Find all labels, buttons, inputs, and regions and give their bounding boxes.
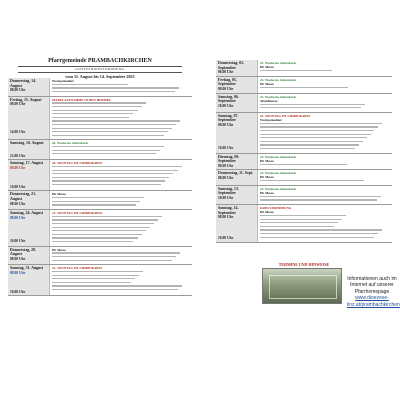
entry-body bbox=[258, 205, 392, 242]
entry-time-2: 10.00 Uhr bbox=[218, 146, 234, 151]
entry-time-2: 10.00 Uhr bbox=[218, 236, 234, 241]
left-column bbox=[8, 78, 192, 296]
entry-heading: 23. Woche im Jahreskreis bbox=[260, 154, 296, 159]
homepage-link[interactable]: www.dioezese- bbox=[355, 295, 389, 302]
entry-body bbox=[50, 265, 192, 295]
entry-date: Donnerstag, 02. September bbox=[218, 61, 245, 70]
entry-time: 08.00 Uhr bbox=[218, 175, 234, 180]
schedule-entry bbox=[216, 113, 392, 154]
schedule-entry bbox=[8, 97, 192, 141]
entry-date-cell bbox=[216, 205, 258, 242]
entry-body bbox=[50, 160, 192, 190]
entry-time: 18.00 Uhr bbox=[218, 103, 234, 108]
entry-time-2: 14.00 Uhr bbox=[10, 129, 26, 134]
schedule-date-range: vom 11. August bis 14. September 2025 bbox=[65, 74, 135, 79]
entry-date-cell bbox=[216, 77, 258, 93]
entry-body bbox=[258, 186, 392, 204]
homepage-link-2[interactable]: linz.at/prambachkirchen bbox=[347, 301, 400, 308]
parish-title: Pfarrgemeinde PRAMBACHKIRCHEN bbox=[48, 58, 152, 64]
entry-date: Dienstag, 09. September bbox=[218, 154, 240, 164]
entry-body bbox=[258, 170, 392, 185]
schedule-entry bbox=[8, 78, 192, 97]
entry-subheading: Hl. Messe bbox=[260, 81, 274, 86]
entry-date-cell bbox=[216, 60, 258, 76]
entry-body bbox=[50, 78, 192, 96]
entry-date-cell bbox=[216, 94, 258, 112]
entry-time: 08.00 Uhr bbox=[10, 165, 26, 170]
entry-heading: 23. Woche im Jahreskreis bbox=[260, 186, 296, 191]
entry-date-cell bbox=[216, 113, 258, 153]
entry-heading: 23. SONNTAG IM JAHRESKREIS bbox=[260, 113, 311, 118]
entry-time-2: 13.00 Uhr bbox=[10, 153, 26, 158]
entry-heading: 22. Woche im Jahreskreis bbox=[260, 77, 296, 82]
entry-heading: 22. Woche im Jahreskreis bbox=[260, 61, 296, 65]
entry-time: 08.00 Uhr bbox=[10, 256, 26, 261]
entry-date: Donnerstag, 21. August bbox=[10, 192, 37, 202]
entry-time: 08.00 Uhr bbox=[10, 201, 26, 206]
entry-time: 08.00 Uhr bbox=[218, 122, 234, 127]
entry-date-cell bbox=[8, 140, 50, 159]
schedule-entry bbox=[8, 160, 192, 191]
entry-subheading: Hl. Messe bbox=[260, 175, 274, 180]
entry-date: Donnerstag, 28. August bbox=[10, 247, 37, 257]
schedule-entry bbox=[216, 186, 392, 205]
entry-date: Freitag, 15. August bbox=[10, 97, 42, 102]
entry-date-cell bbox=[216, 170, 258, 185]
entry-time: 08.00 Uhr bbox=[218, 86, 234, 91]
entry-date-cell bbox=[8, 247, 50, 265]
schedule-entry bbox=[216, 94, 392, 113]
entry-date-cell bbox=[8, 191, 50, 209]
entry-date-cell bbox=[8, 160, 50, 190]
entry-heading: 22. Woche im Jahreskreis bbox=[260, 94, 296, 99]
entry-date: Sonntag, 17. August bbox=[10, 161, 44, 166]
entry-time-2: 10.00 Uhr bbox=[10, 238, 26, 243]
entry-date-cell bbox=[216, 154, 258, 170]
entry-date: Samstag, 13. September bbox=[218, 186, 239, 196]
entry-date-cell bbox=[8, 97, 50, 140]
schedule-entry bbox=[216, 77, 392, 94]
entry-heading: Hl. Messe bbox=[52, 192, 66, 197]
entry-date: Donnerstag, 11. Sept. bbox=[218, 171, 254, 176]
entry-heading: 20. Woche im Jahreskreis bbox=[52, 141, 88, 146]
entry-subheading: Hl. Messe bbox=[260, 65, 274, 70]
entry-time: 08.00 Uhr bbox=[10, 215, 26, 220]
schedule-entry bbox=[216, 154, 392, 171]
entry-time: 08.00 Uhr bbox=[10, 88, 26, 93]
entry-time: 08.00 Uhr bbox=[10, 270, 26, 275]
entry-body bbox=[258, 60, 392, 76]
entry-subheading: Wortgottesfeier bbox=[260, 117, 282, 122]
entry-body bbox=[50, 191, 192, 209]
entry-date-cell bbox=[8, 210, 50, 246]
entry-subheading: Hl. Messe bbox=[260, 191, 274, 196]
entry-time: 08.00 Uhr bbox=[218, 215, 234, 220]
entry-body bbox=[258, 94, 392, 112]
entry-date: Sonntag, 31. August bbox=[10, 266, 44, 271]
entry-body bbox=[50, 210, 192, 246]
entry-date: Donnerstag, 14. August bbox=[10, 79, 37, 88]
entry-body bbox=[50, 140, 192, 159]
entry-time-2: 10.00 Uhr bbox=[10, 289, 26, 294]
entry-subheading: Hl. Messe bbox=[260, 158, 274, 163]
schedule-subtitle: GOTTESDIENSTORDNUNG bbox=[18, 66, 182, 73]
entry-date: Samstag, 16. August bbox=[10, 141, 44, 146]
entry-heading: 21. SONNTAG IM JAHRESKREIS bbox=[52, 211, 103, 216]
entry-body bbox=[50, 247, 192, 265]
right-column bbox=[216, 60, 392, 243]
entry-body bbox=[258, 113, 392, 153]
entry-heading: KREUZERHÖHUNG bbox=[260, 206, 292, 211]
entry-subheading: Hl. Messe bbox=[260, 210, 274, 215]
entry-heading: Wortgottesfeier bbox=[52, 79, 74, 83]
entry-date: Freitag, 05. September bbox=[218, 77, 237, 87]
entry-date-cell bbox=[216, 186, 258, 204]
schedule-entry bbox=[8, 140, 192, 160]
entry-time-2: 10.00 Uhr bbox=[10, 184, 26, 189]
entry-heading: Hl. Messe bbox=[52, 247, 66, 252]
entry-time: 08.00 Uhr bbox=[218, 163, 234, 168]
info-line: Pfarrhomepage bbox=[354, 288, 390, 295]
schedule-entry bbox=[8, 191, 192, 210]
entry-body bbox=[50, 97, 192, 140]
entry-date: Sonntag, 07. September bbox=[218, 113, 239, 123]
info-box bbox=[347, 276, 400, 308]
schedule-entry bbox=[216, 60, 392, 77]
schedule-header bbox=[8, 58, 192, 79]
event-photo bbox=[262, 268, 342, 304]
entry-date-cell bbox=[8, 78, 50, 96]
entry-heading: 22. SONNTAG IM JAHRESKREIS bbox=[52, 266, 103, 271]
entry-date: Sonntag, 24. August bbox=[10, 211, 44, 216]
entry-body bbox=[258, 154, 392, 170]
schedule-entry bbox=[216, 170, 392, 186]
entry-heading: MARIÄ AUFNAHME IN DEN HIMMEL bbox=[52, 97, 112, 102]
termine-heading: TERMINE UND HINWEISE bbox=[278, 262, 330, 267]
entry-date: Sonntag, 14. September bbox=[218, 206, 239, 215]
entry-date-cell bbox=[8, 265, 50, 295]
schedule-entry bbox=[8, 210, 192, 247]
schedule-entry bbox=[8, 247, 192, 266]
info-line: Internet auf unserer bbox=[350, 282, 394, 289]
schedule-entry bbox=[8, 265, 192, 296]
entry-subheading: Abendmesse bbox=[260, 98, 278, 103]
entry-date: Samstag, 06. September bbox=[218, 94, 239, 104]
entry-time: 18.00 Uhr bbox=[218, 196, 234, 201]
schedule-entry bbox=[216, 205, 392, 243]
entry-body bbox=[258, 77, 392, 93]
info-line: Informationen auch im bbox=[347, 276, 397, 282]
entry-heading: 20. SONNTAG IM JAHRESKREIS bbox=[52, 161, 103, 166]
entry-time: 08.00 Uhr bbox=[218, 70, 234, 75]
entry-heading: 23. Woche im Jahreskreis bbox=[260, 171, 296, 176]
entry-time: 08.00 Uhr bbox=[10, 102, 26, 107]
